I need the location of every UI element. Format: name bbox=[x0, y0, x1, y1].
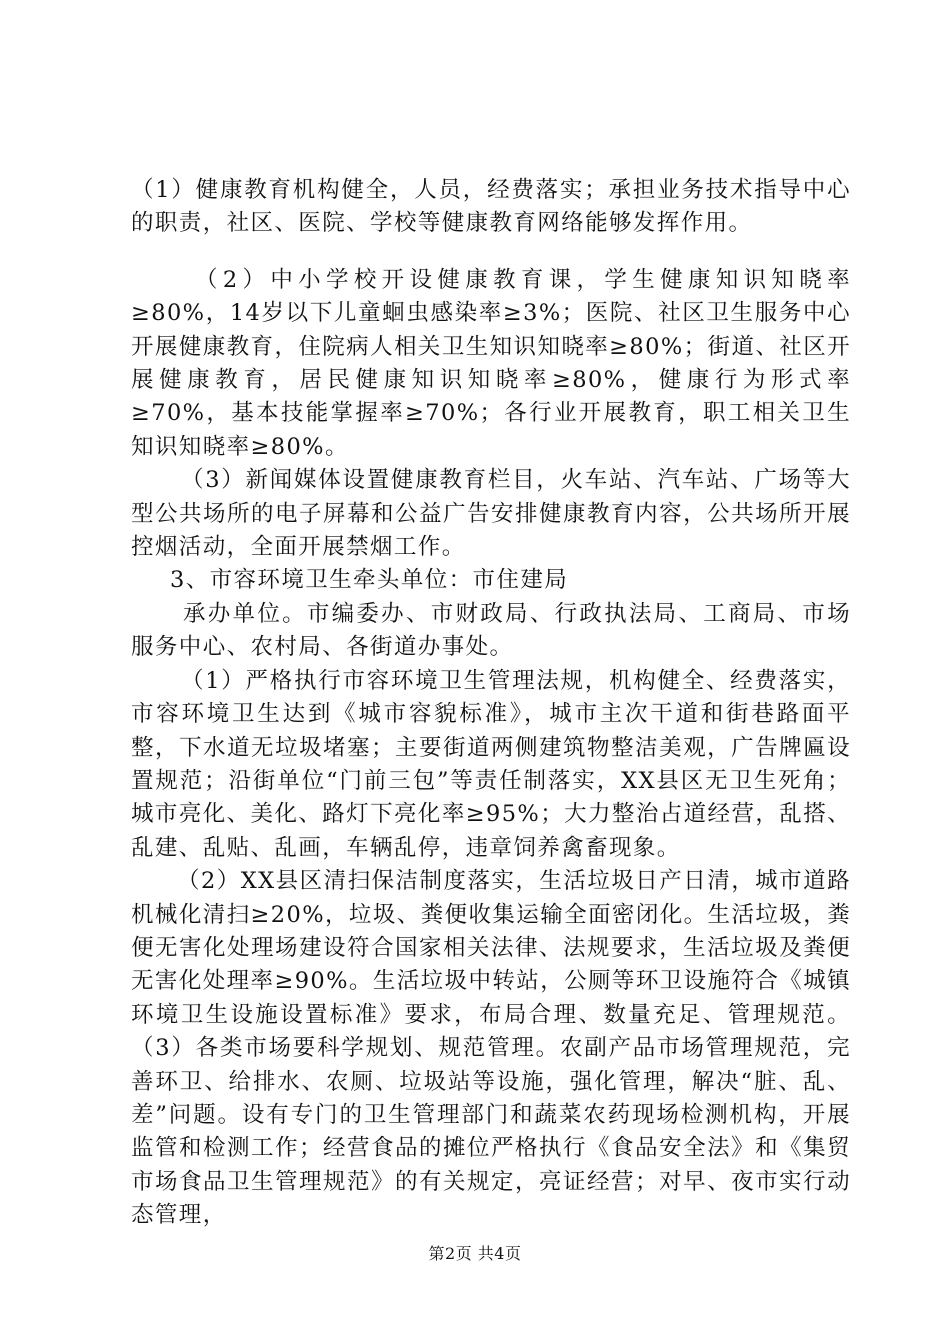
paragraph-cleaning-and-markets: （2）XX县区清扫保洁制度落实，生活垃圾日产日清，城市道路机械化清扫≥20%，垃圾、粪便收集运输全面密闭化。生活垃圾，粪便无害化处理场建设符合国家相关法律、法规要求，生活垃圾及粪便无害化处理率≥90%。生活垃圾中转站，公厕等环卫设施符合《城镇环境卫生设施设置标准》要求，布局合理、数量充足、管理规范。（3）各类市场要科学规划、规范管理。农副产品市场管理规范，完善环卫、给排水、农厕、垃圾站等设施，强化管理，解决“脏、乱、差”问题。设有专门的卫生管理部门和蔬菜农药现场检测机构，开展监管和检测工作；经营食品的摊位严格执行《食品安全法》和《集贸市场食品卫生管理规范》的有关规定，亮证经营；对早、夜市实行动态管理， bbox=[131, 868, 851, 1229]
paragraph-city-appearance-rules: （1）严格执行市容环境卫生管理法规，机构健全、经费落实，市容环境卫生达到《城市容貌标准》，城市主次干道和街巷路面平整，下水道无垃圾堵塞；主要街道两侧建筑物整洁美观，广告牌匾设置规范；沿街单位“门前三包”等责任制落实，XX县区无卫生死角；城市亮化、美化、路灯下亮化率≥95%；大力整治占道经营，乱搭、乱建、乱贴、乱画，车辆乱停，违章饲养禽畜现象。 bbox=[131, 667, 851, 861]
paragraph-undertaking-units: 承办单位。市编委办、市财政局、行政执法局、工商局、市场服务中心、农村局、各街道办事处。 bbox=[131, 600, 851, 661]
paragraph-school-health-education: （2）中小学校开设健康教育课，学生健康知识知晓率≥80%，14岁以下儿童蛔虫感染率≥3%；医院、社区卫生服务中心开展健康教育，住院病人相关卫生知识知晓率≥80%；街道、社区开展健康教育，居民健康知识知晓率≥80%，健康行为形式率≥70%，基本技能掌握率≥70%；各行业开展教育，职工相关卫生知识知晓率≥80%。 bbox=[131, 266, 851, 460]
page-number-footer: 第2页 共4页 bbox=[428, 1244, 522, 1263]
paragraph-media-health-columns: （3）新闻媒体设置健康教育栏目，火车站、汽车站、广场等大型公共场所的电子屏幕和公益广告安排健康教育内容，公共场所开展控烟活动，全面开展禁烟工作。 bbox=[131, 467, 851, 561]
document-body bbox=[131, 174, 851, 1233]
section-heading-city-environment: 3、市容环境卫生牵头单位：市住建局 bbox=[170, 567, 569, 594]
paragraph-health-institutions: （1）健康教育机构健全，人员，经费落实；承担业务技术指导中心的职责，社区、医院、学校等健康教育网络能够发挥作用。 bbox=[131, 177, 851, 237]
